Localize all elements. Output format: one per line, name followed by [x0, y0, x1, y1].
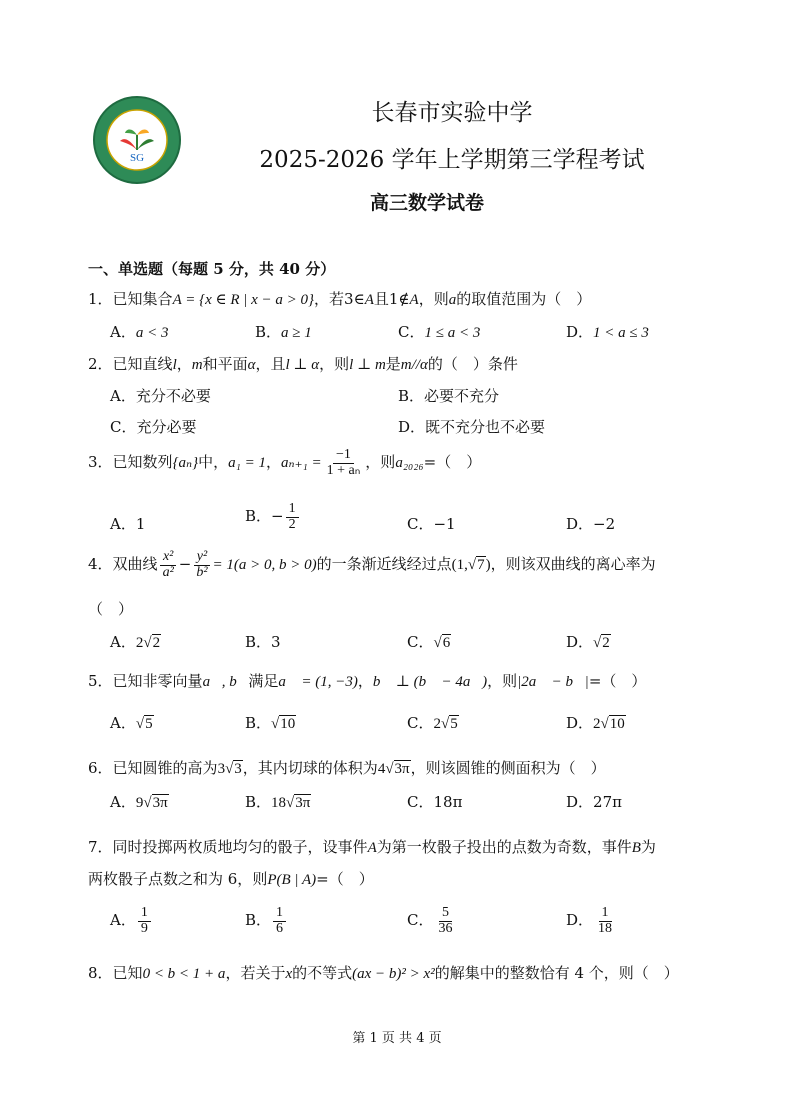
question-2: 2．已知直线l，m和平面α，且l ⊥ α，则l ⊥ m是m//α的（ ）条件 — [88, 355, 518, 373]
question-6: 6．已知圆锥的高为3√3，其内切球的体积为4√3π，则该圆锥的侧面积为（ ） — [88, 759, 606, 777]
question-1: 1．已知集合A = {x ∈ R | x − a > 0}，若3∈A且1∉A，则a的取值范围为（ ） — [88, 290, 592, 308]
question-5: 5．已知非零向量a⃗, b⃗满足a⃗ = (1, −3)，b⃗ ⊥ (b⃗ − 4a⃗)，则|2a⃗ − b⃗|=（ ） — [88, 672, 647, 690]
question-4: 4．双曲线 $\frac{\text{x²}}{\text{a²}}$ − $\frac{\text{y²}}{\text{b²}}$ = 1(a > 0, b > 0)的一条渐近线经过点(1,√7)，则该双曲线的离心率为 — [88, 549, 656, 580]
q6-option-a[interactable]: A．9√3π — [110, 793, 168, 811]
q2-option-b[interactable]: B．必要不充分 — [398, 387, 500, 405]
page-footer: 第 1 页 共 4 页 — [352, 1031, 442, 1046]
q7-option-b[interactable]: B． $\frac{1}{6}$ — [245, 906, 288, 936]
q3-option-a[interactable]: A．1 — [110, 515, 146, 533]
q5-option-b[interactable]: B．√10 — [245, 714, 296, 732]
q7-option-d[interactable]: D． $\frac{1}{18}$ — [566, 905, 613, 936]
q1-option-c[interactable]: C．1 ≤ a < 3 — [398, 323, 481, 341]
subject-title: 高三数学试卷 — [370, 192, 485, 214]
q3-option-c[interactable]: C．−1 — [407, 515, 456, 533]
q2-option-d[interactable]: D．既不充分也不必要 — [398, 418, 546, 436]
question-3: 3．已知数列{aₙ}中，a₁ = 1，aₙ₊₁ = $\frac{-1}{\text{1 + aₙ}}$ ，则a₂₀₂₆=（ ） — [88, 447, 482, 478]
q6-option-d[interactable]: D．27π — [566, 793, 622, 811]
school-name: 长春市实验中学 — [371, 100, 533, 126]
question-7-line1: 7．同时投掷两枚质地均匀的骰子，设事件A为第一枚骰子投出的点数为奇数，事件B为 — [88, 838, 656, 856]
q7-option-a[interactable]: A． $\frac{1}{9}$ — [110, 906, 153, 936]
q2-option-a[interactable]: A．充分不必要 — [110, 387, 211, 405]
q4-option-a[interactable]: A．2√2 — [110, 633, 161, 651]
q1-option-d[interactable]: D．1 < a ≤ 3 — [566, 323, 649, 341]
q7-option-c[interactable]: C． $\frac{5}{36}$ — [407, 905, 453, 936]
q6-option-c[interactable]: C．18π — [407, 793, 463, 811]
q4-option-d[interactable]: D．√2 — [566, 633, 610, 651]
q5-option-a[interactable]: A．√5 — [110, 714, 153, 732]
q4-option-c[interactable]: C．√6 — [407, 633, 451, 651]
q5-option-c[interactable]: C．2√5 — [407, 714, 458, 732]
q3-option-d[interactable]: D．−2 — [566, 515, 616, 533]
q1-option-b[interactable]: B．a ≥ 1 — [255, 323, 312, 341]
logo-initials: SG — [129, 152, 145, 164]
q3-option-b[interactable]: B．− $\frac{1}{2}$ — [245, 502, 301, 532]
q5-option-d[interactable]: D．2√10 — [566, 714, 625, 732]
question-7-line2: 两枚骰子点数之和为 6，则P(B | A)=（ ） — [88, 870, 374, 888]
q2-option-c[interactable]: C．充分必要 — [110, 418, 197, 436]
q1-option-a[interactable]: A．a < 3 — [110, 323, 169, 341]
section-title: 一、单选题（每题 5 分，共 40 分） — [88, 260, 336, 278]
q4-option-b[interactable]: B．3 — [245, 633, 281, 651]
exam-title: 2025-2026 学年上学期第三学程考试 — [259, 147, 645, 173]
q6-option-b[interactable]: B．18√3π — [245, 793, 311, 811]
question-4-paren: （ ） — [88, 600, 134, 618]
question-8: 8．已知0 < b < 1 + a，若关于x的不等式(ax − b)² > x²的解集中的整数恰有 4 个，则（ ） — [88, 964, 679, 982]
